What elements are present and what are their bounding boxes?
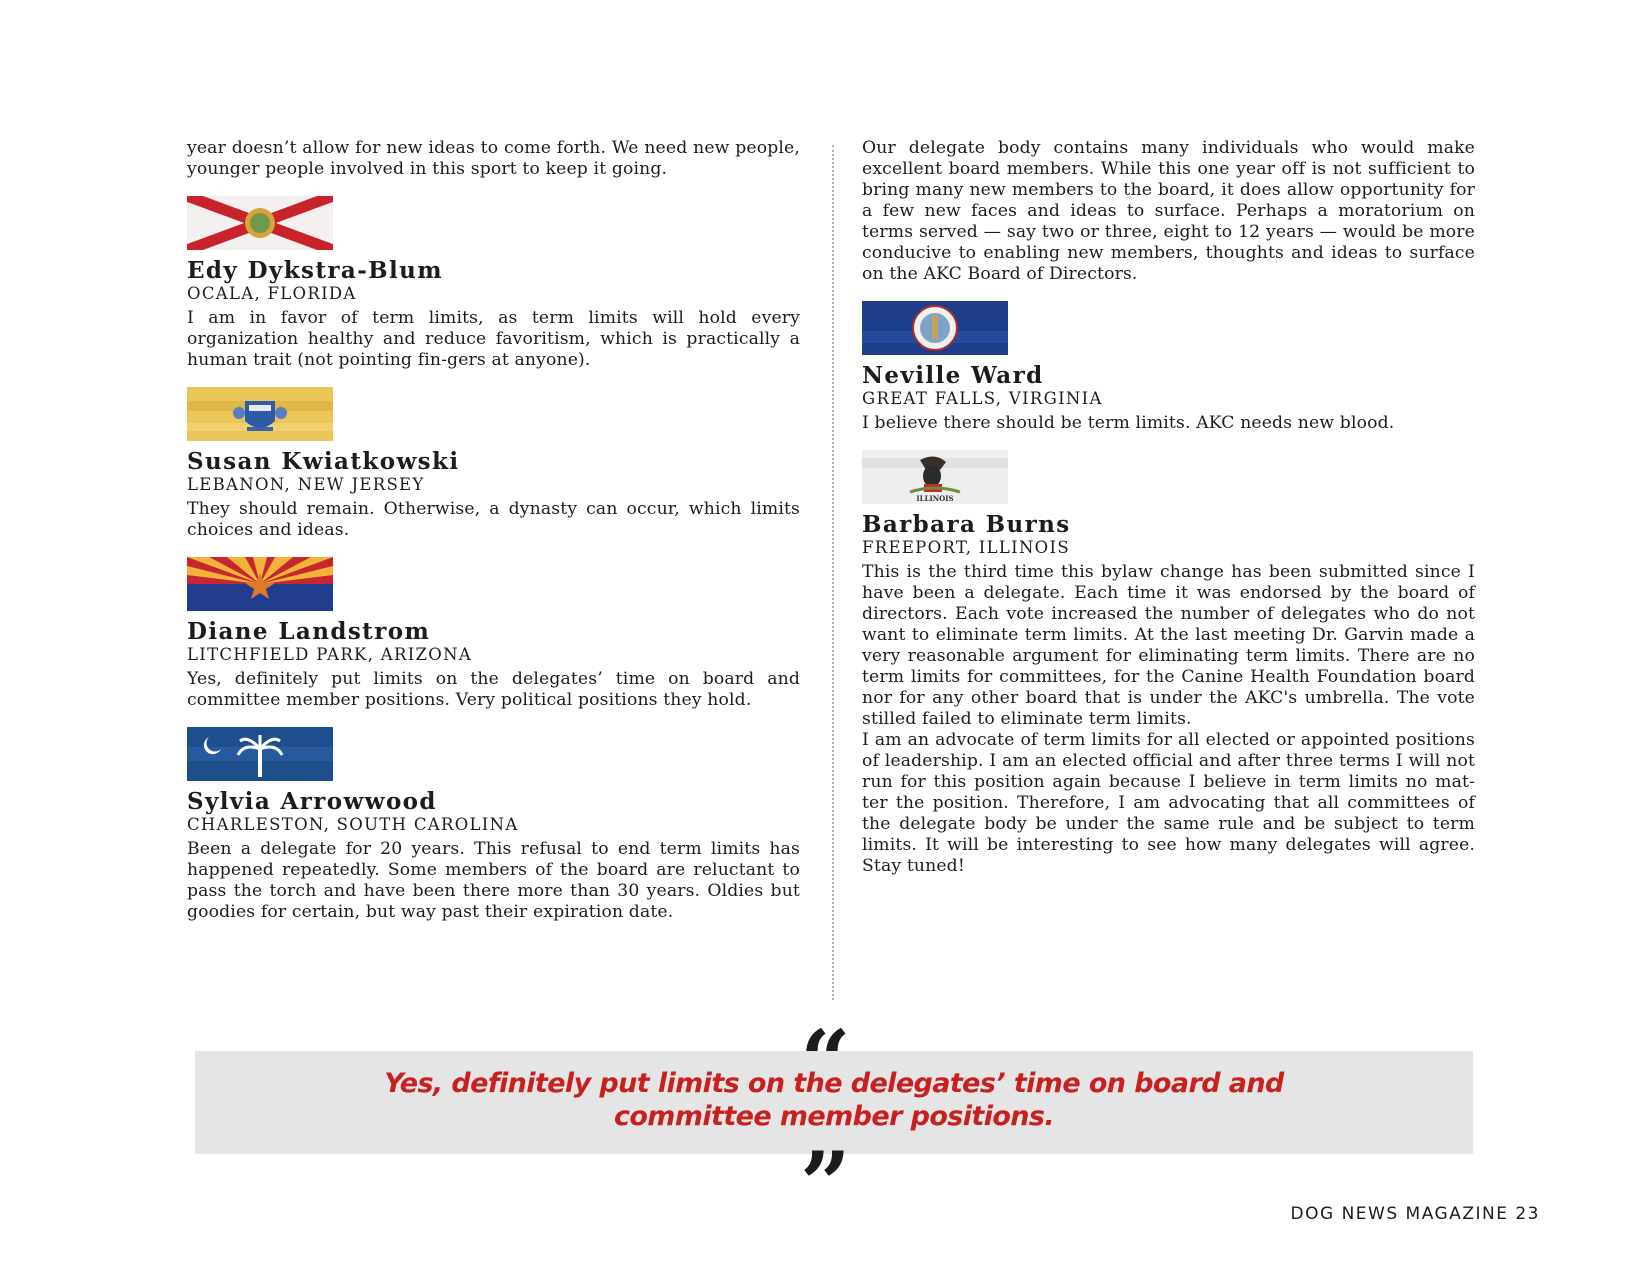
florida-flag-icon <box>187 196 333 250</box>
entry-text-continued: I am an advocate of term limits for all elected or appointed positions of leadership. I am an elected official and after three terms I will not run for this position again because I believe in term limits no mat-ter the position. Therefore, I am advocating that all committees of the delegate body be under the same rule and be subject to term limits. It will be interesting to see how many delegates will agree. Stay tuned! <box>862 730 1475 876</box>
column-divider <box>832 145 834 1000</box>
entry-location: GREAT FALLS, VIRGINIA <box>862 389 1103 408</box>
entry-location: CHARLESTON, SOUTH CAROLINA <box>187 815 519 834</box>
entry-name: Susan Kwiatkowski <box>187 448 460 475</box>
entry-neville-ward <box>862 301 1475 434</box>
entry-text: They should remain. Otherwise, a dynasty can occur, which limits choices and ideas. <box>187 499 800 540</box>
page-footer: DOG NEWS MAGAZINE 23 <box>1290 1204 1540 1224</box>
entry-susan-kwiatkowski <box>187 387 800 541</box>
virginia-flag-icon <box>862 301 1008 355</box>
entry-name: Sylvia Arrowwood <box>187 788 437 815</box>
entry-barbara-burns <box>862 450 1475 877</box>
entry-name: Neville Ward <box>862 362 1044 389</box>
entry-edy-dykstra-blum <box>187 196 800 371</box>
new-jersey-flag-icon <box>187 387 333 441</box>
entry-location: FREEPORT, ILLINOIS <box>862 538 1070 557</box>
entry-sylvia-arrowwood <box>187 727 800 923</box>
entry-text: Yes, definitely put limits on the delegates’ time on board and committee member positions. Very political positions they hold. <box>187 669 800 710</box>
right-column <box>862 138 1475 877</box>
illinois-flag-label: ILLINOIS <box>916 494 954 503</box>
entry-text: I am in favor of term limits, as term limits will hold every organization healthy and reduce favoritism, which is practically a human trait (not pointing fin-gers at anyone). <box>187 308 800 370</box>
entry-diane-landstrom <box>187 557 800 711</box>
south-carolina-flag-icon <box>187 727 333 781</box>
left-intro-text: year doesn’t allow for new ideas to come forth. We need new people, younger people involved in this sport to keep it going. <box>187 138 800 179</box>
entry-location: LITCHFIELD PARK, ARIZONA <box>187 645 473 664</box>
right-intro-text: Our delegate body contains many individuals who would make excellent board members. While this one year off is not sufficient to bring many new members to the board, it does allow opportunity for a few new faces and ideas to surface. Perhaps a moratorium on terms served — say two or three, eight to 12 years — would be more conducive to enabling new members, thoughts and ideas to surface on the AKC Board of Directors. <box>862 138 1475 284</box>
entry-location: OCALA, FLORIDA <box>187 284 357 303</box>
illinois-flag-icon <box>862 450 1008 504</box>
entry-text: Been a delegate for 20 years. This refusal to end term limits has happened repeatedly. Some members of the board are reluctant to pass the torch and have been there more than 30 years. Oldies but goodies for certain, but way past their expiration date. <box>187 839 800 922</box>
entry-name: Edy Dykstra-Blum <box>187 257 444 284</box>
entry-name: Diane Landstrom <box>187 618 431 645</box>
arizona-flag-icon <box>187 557 333 611</box>
left-column <box>187 138 800 923</box>
close-quote-mark: ” <box>800 1132 851 1236</box>
entry-location: LEBANON, NEW JERSEY <box>187 475 425 494</box>
pull-quote-text: Yes, definitely put limits on the delegates’ time on board and committee member positions. <box>384 1068 1284 1132</box>
entry-text: This is the third time this bylaw change has been submitted since I have been a delegate. Each time it was endorsed by the board of directors. Each vote increased the number of delegates who do not want to eliminate term limits. At the last meeting Dr. Garvin made a very reasonable argument for eliminating term limits. There are no term limits for committees, for the Canine Health Foundation board nor for any other board that is under the AKC's umbrella. The vote stilled failed to eliminate term limits. <box>862 562 1475 729</box>
entry-name: Barbara Burns <box>862 511 1071 538</box>
entry-text: I believe there should be term limits. AKC needs new blood. <box>862 413 1395 433</box>
